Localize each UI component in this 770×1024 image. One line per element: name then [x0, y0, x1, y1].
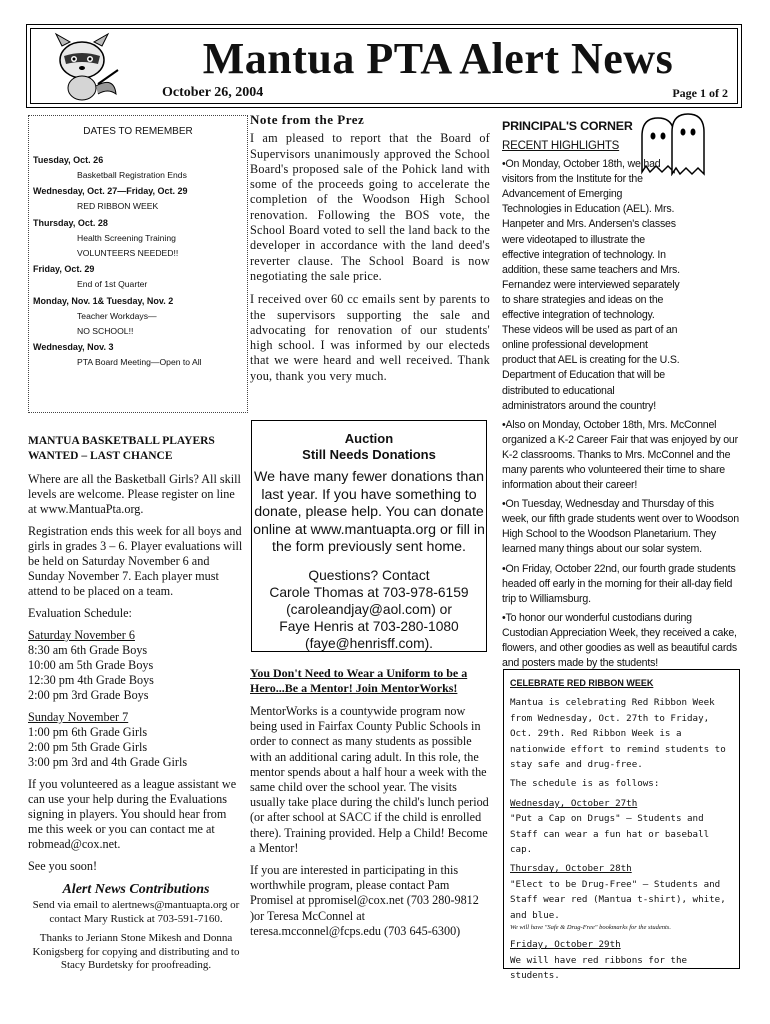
- mentor-heading: You Don't Need to Wear a Uniform to be a Hero...Be a Mentor! Join MentorWorks!: [250, 666, 468, 695]
- schedule-line: 3:00 pm 3rd and 4th Grade Girls: [28, 755, 188, 769]
- auction-contact-line: Faye Henris at 703-280-1080: [279, 618, 459, 634]
- basketball-paragraph: If you volunteered as a league assistant we can use your help during the Evaluations signing in players. You should hear from me this week or you can contact me at robmead@cox.net.: [28, 777, 237, 851]
- basketball-article: [28, 434, 244, 979]
- red-ribbon-day: Wednesday, October 27th: [510, 797, 638, 809]
- schedule-label: Evaluation Schedule:: [28, 606, 132, 620]
- sunday-label: Sunday November 7: [28, 710, 129, 724]
- dates-to-remember-box: [28, 115, 248, 413]
- highlight-item: •To honor our wonderful custodians during Custodian Appreciation Week, they received a cake, flowers, and other goodies as well as beautiful cards and posters made by the students!: [502, 611, 737, 670]
- red-ribbon-note: We will have "Safe & Drug-Free" bookmarks for the students.: [510, 924, 671, 932]
- auction-contact-line: Carole Thomas at 703-978-6159: [269, 584, 469, 600]
- auction-title: Auction: [344, 431, 394, 446]
- date-event: Teacher Workdays—: [77, 310, 157, 321]
- auction-subtitle: Still Needs Donations: [302, 447, 436, 462]
- date-day: Monday, Nov. 1& Tuesday, Nov. 2: [33, 295, 174, 306]
- auction-body: We have many fewer donations than last year. If you have something to donate, please help. You can donate online at www.mantuapta.org or fill in the form previously sent home.: [253, 469, 485, 555]
- highlight-item: •On Friday, October 22nd, our fourth grade students headed off early in the morning for their all-day field trip to Williamsburg.: [502, 562, 736, 605]
- red-ribbon-paragraph: The schedule is as follows:: [510, 778, 660, 790]
- red-ribbon-day: Friday, October 29th: [510, 939, 621, 951]
- raccoon-icon: [42, 32, 122, 102]
- red-ribbon-paragraph: Mantua is celebrating Red Ribbon Week from Wednesday, Oct. 27th to Friday, Oct. 29th. Red Ribbon Week is a nationwide effort to remind students to stay safe and drug-free.: [510, 697, 726, 771]
- auction-contact-line: Questions? Contact: [308, 567, 430, 583]
- red-ribbon-day-text: "Elect to be Drug-Free" – Students and Staff wear red (Mantua t-shirt), white, and blue.: [510, 878, 726, 921]
- red-ribbon-box: [503, 669, 740, 981]
- dates-heading: DATES TO REMEMBER: [83, 126, 193, 137]
- contributions-thanks: Thanks to Jeriann Stone Mikesh and Donna Konigsberg for copying and distributing and to Stacy Burdetsky for proofreading.: [32, 932, 240, 971]
- highlight-item: •On Tuesday, Wednesday and Thursday of this week, our fifth grade students went over to Woodson High School to the Woodson Planetarium. They learned many things about our solar system.: [502, 498, 739, 556]
- newsletter-title: Mantua PTA Alert News: [202, 34, 674, 83]
- principals-corner: [502, 118, 740, 675]
- auction-contact-line: (caroleandjay@aol.com) or: [286, 601, 452, 617]
- auction-box: [251, 420, 487, 652]
- prez-paragraph: I am pleased to report that the Board of Supervisors unanimously approved the School Board's proposed sale of the Pohick land with some of the proceeds going to accelerate the completion of the Woodson High School renovation. Following the BOS vote, the School Board voted to sell the land back to the developer in accordance with the land deed's reverter clause. The School Board is now negotiating the sale price.: [250, 131, 490, 283]
- prez-note: [250, 112, 490, 392]
- date-event: End of 1st Quarter: [77, 279, 148, 290]
- date-event: VOLUNTEERS NEEDED!!: [77, 247, 179, 258]
- date-day: Wednesday, Nov. 3: [33, 342, 114, 353]
- mentor-paragraph: MentorWorks is a countywide program now being used in Fairfax County Public Schools in order to connect as many students as possible with an additional caring adult. In this role, the mentor spends about a half hour a week with the same child over the school year. The visits usually take place during the child's lunch period (or after school at SACC if the child is enrolled there). Training provided. Help a Child! Become a Mentor!: [250, 704, 489, 855]
- basketball-signoff: See you soon!: [28, 859, 98, 873]
- prez-paragraph: I received over 60 cc emails sent by parents to the supervisors supporting the sale and advocating for renovation of our students' high school. I was informed by our electeds that we were heard and well received. Thank you, thank you very much.: [250, 292, 490, 383]
- mentor-paragraph: If you are interested in participating in this worthwhile program, please contact Pam Promisel at ppromisel@cox.net (703 280-9812 )or Teresa McConnel at teresa.mcconnel@fcps.edu (703 645-6300): [250, 863, 479, 938]
- schedule-line: 2:00 pm 5th Grade Girls: [28, 740, 148, 754]
- schedule-line: 12:30 pm 4th Grade Boys: [28, 673, 154, 687]
- date-event: Basketball Registration Ends: [77, 170, 187, 180]
- contributions-heading: Alert News Contributions: [62, 882, 210, 897]
- highlight-item: •Also on Monday, October 18th, Mrs. McConnel organized a K-2 Career Fair that was enjoyed by our K-2 classrooms. Thanks to Mrs. McConnel and the many parents who volunteered their time to share information about their career!: [502, 418, 738, 492]
- schedule-line: 8:30 am 6th Grade Boys: [28, 643, 148, 657]
- schedule-line: 1:00 pm 6th Grade Girls: [28, 725, 148, 739]
- basketball-paragraph: Registration ends this week for all boys and girls in grades 3 – 6. Player evaluations will be held on Saturday November 6 and Sunday November 7. Each player must attend to be placed on a team.: [28, 524, 243, 598]
- schedule-line: 10:00 am 5th Grade Boys: [28, 658, 154, 672]
- saturday-label: Saturday November 6: [28, 628, 135, 642]
- basketball-paragraph: Where are all the Basketball Girls? All skill levels are welcome. Please register on line at www.MantuaPta.org.: [28, 472, 241, 516]
- principal-heading: PRINCIPAL'S CORNER: [502, 119, 633, 133]
- prez-heading: Note from the Prez: [250, 112, 365, 127]
- red-ribbon-day-text: "Put a Cap on Drugs" – Students and Staff can wear a fun hat or baseball cap.: [510, 813, 710, 856]
- date-day: Wednesday, Oct. 27—Friday, Oct. 29: [33, 186, 188, 197]
- basketball-heading: MANTUA BASKETBALL PLAYERS WANTED – LAST CHANCE: [28, 435, 215, 462]
- date-day: Tuesday, Oct. 26: [33, 155, 104, 165]
- date-event: PTA Board Meeting—Open to All: [77, 357, 202, 368]
- highlight-item: •On Monday, October 18th, we had visitors from the Institute for the Advancement of Emerging Technologies in Education (AEL). Mrs. Hanpeter and Mrs. Andersen's classes were videotaped to illustrate the effective integration of technology. In addition, these same teachers and Mrs. Fernandez were interviewed separately to share strategies and ideas on the effective integration of technology. These videos will be used as part of an online professional development product that AEL is creating for the U.S. Department of Education that will be distributed to educational administrators around the country!: [502, 158, 680, 412]
- red-ribbon-day: Thursday, October 28th: [510, 863, 632, 875]
- date-event: NO SCHOOL!!: [77, 325, 134, 336]
- issue-date: October 26, 2004: [162, 85, 264, 100]
- auction-contact: [252, 567, 486, 652]
- contributions-text: Send via email to alertnews@mantuapta.org or contact Mary Rustick at 703-591-7160.: [32, 899, 240, 925]
- red-ribbon-heading: CELEBRATE RED RIBBON WEEK: [510, 678, 654, 688]
- page-number: Page 1 of 2: [672, 86, 728, 100]
- mentor-article: [250, 666, 493, 946]
- date-day: Friday, Oct. 29: [33, 264, 95, 275]
- schedule-line: 2:00 pm 3rd Grade Boys: [28, 688, 149, 702]
- red-ribbon-day-text: We will have red ribbons for the students.: [510, 954, 688, 981]
- date-event: Health Screening Training: [77, 232, 176, 243]
- principal-subheading: RECENT HIGHLIGHTS: [502, 140, 620, 152]
- date-day: Thursday, Oct. 28: [33, 217, 108, 228]
- date-event: RED RIBBON WEEK: [77, 201, 159, 212]
- auction-contact-line: (faye@henrisff.com).: [305, 635, 433, 651]
